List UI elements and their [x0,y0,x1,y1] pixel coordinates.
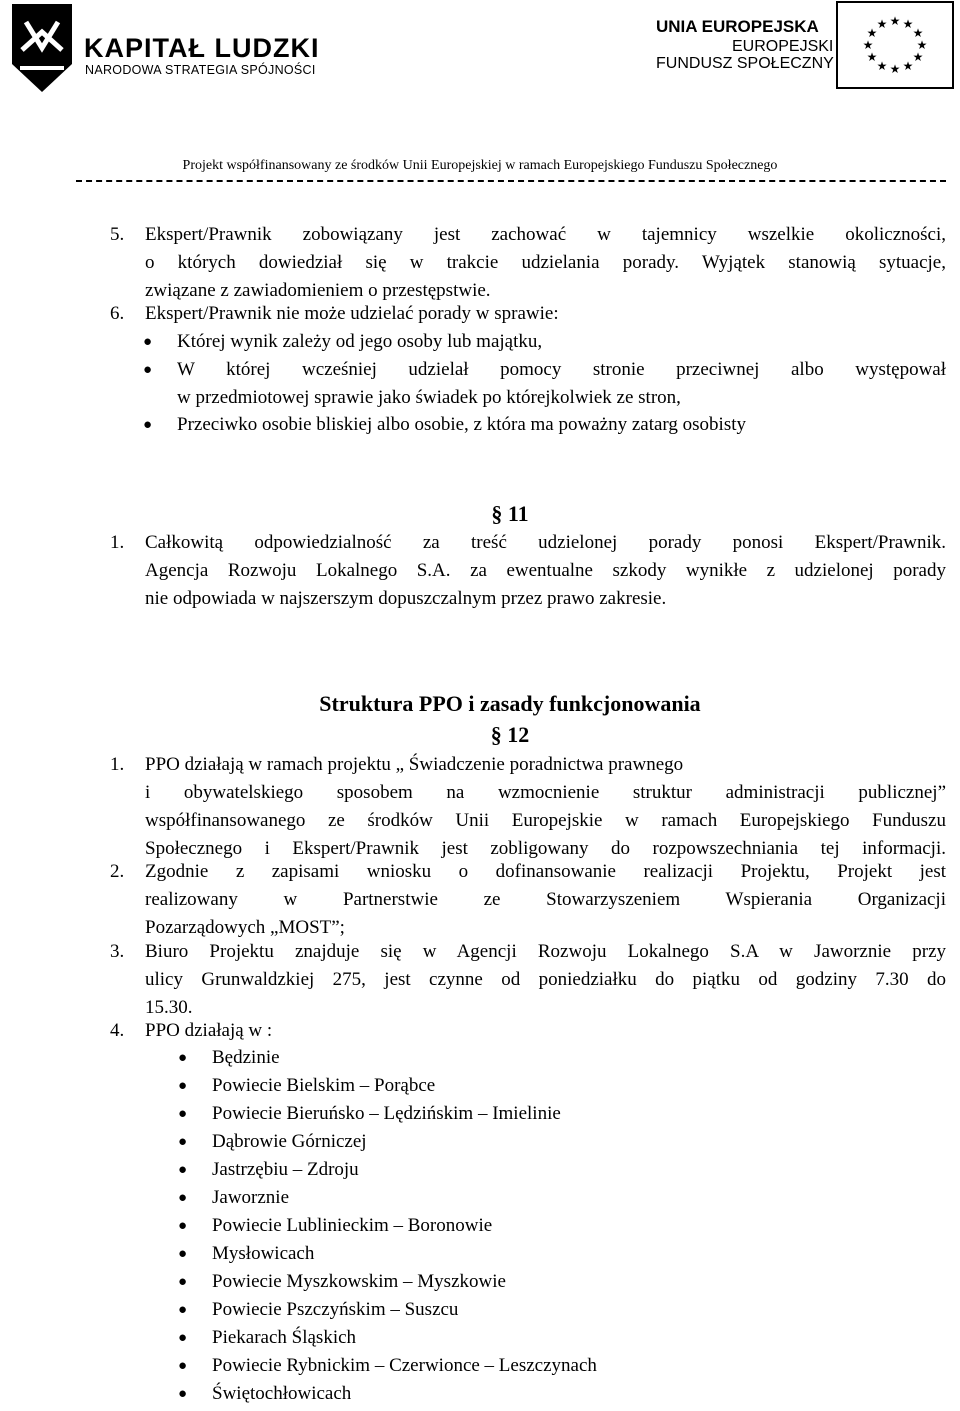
location-item: Powiecie Lublinieckim – Boronowie [212,1215,493,1236]
bullet-icon: ● [178,1078,188,1094]
section-12-p1-line-2: i obywatelskiego sposobem na wzmocnienie struktur administracji publicznej” [145,782,946,803]
section-12-p1-line-4: Społecznego i Ekspert/Prawnik jest zobligowany do rozpowszechniania tej informacji. [145,838,946,859]
location-item: Dąbrowie Górniczej [212,1131,367,1152]
location-item: Powiecie Bielskim – Porąbce [212,1075,436,1096]
section-12-p2-line-1: Zgodnie z zapisami wniosku o dofinansowanie realizacji Projektu, Projekt jest [145,861,946,882]
eu-line2: EUROPEJSKI [732,38,834,55]
location-item: Jastrzębiu – Zdroju [212,1159,359,1180]
location-item: Będzinie [212,1047,280,1068]
eu-flag-icon [836,1,954,89]
bullet-icon: ● [178,1218,188,1234]
section-12-mark: § 12 [490,722,530,747]
svg-text:★: ★ [866,50,878,64]
section-11-mark: § 11 [491,501,529,526]
bullet-icon: ● [178,1134,188,1150]
svg-text:★: ★ [902,17,914,31]
section-12-p2-line-2: realizowany w Partnerstwie ze Stowarzyszeniem Wspierania Organizacji [145,889,946,910]
svg-text:★: ★ [916,38,928,52]
section-11-p1-number: 1. [110,532,125,553]
svg-text:★: ★ [912,50,924,64]
svg-text:★: ★ [876,59,888,73]
svg-text:★: ★ [866,26,878,40]
section-12-p4-number: 4. [110,1020,125,1041]
eu-line3: FUNDUSZ SPOŁECZNY [656,55,834,72]
bullet-icon: ● [178,1330,188,1346]
section-12-heading: Struktura PPO i zasady funkcjonowania [319,691,701,716]
bullet-icon: ● [143,334,153,350]
item-6-bullet-3: Przeciwko osobie bliskiej albo osobie, z która ma poważny zatarg osobisty [177,414,746,435]
section-12-p3-number: 3. [110,941,125,962]
location-item: Świętochłowicach [212,1383,352,1404]
section-12-p1-number: 1. [110,754,125,775]
svg-text:★: ★ [889,62,901,76]
header-divider [76,180,946,182]
section-12-p1-line-3: współfinansowanego ze środków Unii Europejskie w ramach Europejskiego Funduszu [145,810,946,831]
bullet-icon: ● [143,362,153,378]
svg-text:★: ★ [862,38,874,52]
location-item: Powiecie Rybnickim – Czerwionce – Leszczynach [212,1355,597,1376]
bullet-icon: ● [178,1302,188,1318]
section-12-p1-line-1: PPO działają w ramach projektu „ Świadczenie poradnictwa prawnego [145,754,684,775]
bullet-icon: ● [178,1358,188,1374]
kapital-ludzki-subtitle: NARODOWA STRATEGIA SPÓJNOŚCI [85,63,316,77]
svg-text:★: ★ [902,59,914,73]
location-item: Powiecie Myszkowskim – Myszkowie [212,1271,506,1292]
bullet-icon: ● [178,1274,188,1290]
item-6-intro: Ekspert/Prawnik nie może udzielać porady w sprawie: [145,303,559,324]
section-12-p4-intro: PPO działają w : [145,1020,273,1041]
bullet-icon: ● [178,1050,188,1066]
location-item: Powiecie Bieruńsko – Lędzińskim – Imielinie [212,1103,561,1124]
item-6-number: 6. [110,303,125,324]
section-12-p2-number: 2. [110,861,125,882]
item-5-line-3: związane z zawiadomieniem o przestępstwie. [145,280,491,301]
location-item: Jaworznie [212,1187,290,1208]
section-11-p1-line-3: nie odpowiada w najszerszym dopuszczalnym przez prawo zakresie. [145,588,667,609]
item-5-number: 5. [110,224,125,245]
location-item: Powiecie Pszczyńskim – Suszcu [212,1299,459,1320]
location-item: Mysłowicach [212,1243,315,1264]
svg-text:★: ★ [912,26,924,40]
item-5-line-2: o których dowiedział się w trakcie udzielania porady. Wyjątek stanowią sytuacje, [145,252,946,273]
bullet-icon: ● [178,1386,188,1402]
item-6-bullet-1: Której wynik zależy od jego osoby lub majątku, [177,331,543,352]
bullet-icon: ● [178,1106,188,1122]
kapital-ludzki-logo-icon [6,2,76,94]
section-12-p3-line-2: ulicy Grunwaldzkiej 275, jest czynne od poniedziałku do piątku od godziny 7.30 do [145,969,946,990]
item-5-line-1: Ekspert/Prawnik zobowiązany jest zachować w tajemnicy wszelkie okoliczności, [145,224,946,245]
bullet-icon: ● [178,1162,188,1178]
kapital-ludzki-title: KAPITAŁ LUDZKI [84,33,320,63]
section-11-p1-line-2: Agencja Rozwoju Lokalnego S.A. za ewentualne szkody wynikłe z udzielonej porady [145,560,946,581]
bullet-icon: ● [143,417,153,433]
section-12-p3-line-3: 15.30. [145,997,193,1018]
eu-title: UNIA EUROPEJSKA [656,17,819,36]
item-6-bullet-2-line-2: w przedmiotowej sprawie jako świadek po którejkolwiek ze stron, [177,387,681,408]
svg-text:★: ★ [889,14,901,28]
section-12-p2-line-3: Pozarządowych „MOST”; [145,917,345,938]
bullet-icon: ● [178,1190,188,1206]
section-12-p3-line-1: Biuro Projektu znajduje się w Agencji Rozwoju Lokalnego S.A w Jaworznie przy [145,941,946,962]
bullet-icon: ● [178,1246,188,1262]
section-11-p1-line-1: Całkowitą odpowiedzialność za treść udzielonej porady ponosi Ekspert/Prawnik. [145,532,946,553]
svg-text:★: ★ [876,17,888,31]
item-6-bullet-2-line-1: W której wcześniej udzielał pomocy stronie przeciwnej albo występował [177,359,946,380]
location-item: Piekarach Śląskich [212,1327,357,1348]
cofinancing-note: Projekt współfinansowany ze środków Unii Europejskiej w ramach Europejskiego Funduszu Społecznego [182,158,778,173]
page-header [0,0,960,200]
